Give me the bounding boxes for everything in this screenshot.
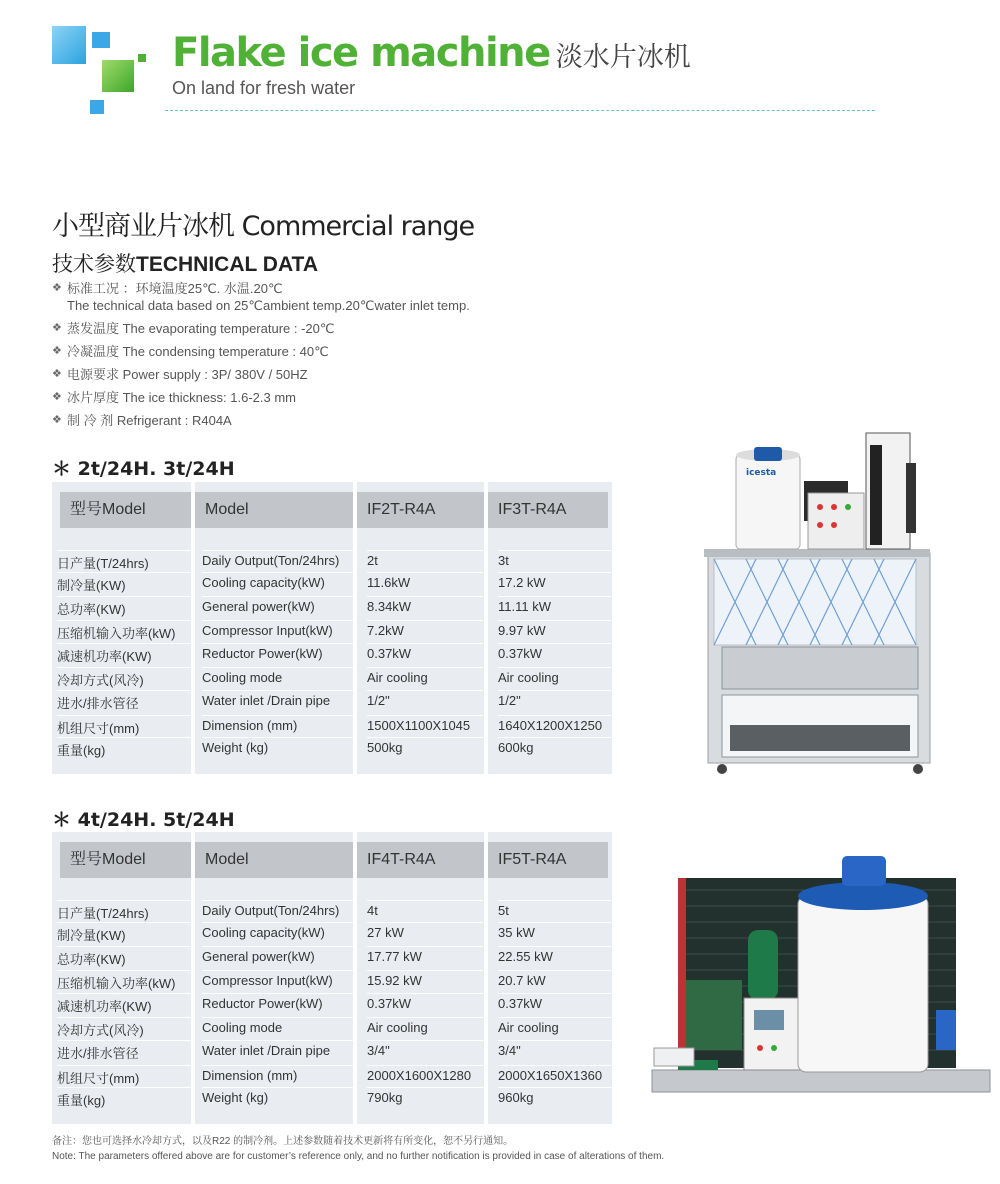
table-cell: 0.37kW (367, 643, 484, 661)
table-cell: 压缩机输入功率(kW) (57, 620, 191, 642)
technical-conditions-list (52, 280, 612, 435)
footnotes (52, 1134, 664, 1164)
table-cell: 500kg (367, 737, 484, 755)
table-cell: Cooling mode (202, 1017, 353, 1035)
table-cell: 1/2" (367, 690, 484, 708)
table-column (488, 482, 612, 774)
table-cell: 重量(kg) (57, 1087, 191, 1109)
table-cell: Weight (kg) (202, 737, 353, 755)
table-cell: 11.11 kW (498, 596, 612, 614)
table-cell: Dimension (mm) (202, 1065, 353, 1083)
table-cell: 机组尺寸(mm) (57, 715, 191, 737)
table-cell: Daily Output(Ton/24hrs) (202, 550, 353, 568)
table-column (195, 832, 353, 1124)
table-cell: 进水/排水管径 (57, 1040, 191, 1062)
table-cell: Reductor Power(kW) (202, 643, 353, 661)
condition-item (52, 412, 612, 429)
table-cell: 7.2kW (367, 620, 484, 638)
table-cell: General power(kW) (202, 946, 353, 964)
title-english: Flake ice machine (172, 30, 550, 76)
table-cell: 减速机功率(KW) (57, 993, 191, 1015)
diamond-bullet-icon: ❖ (52, 414, 62, 426)
table-cell: 35 kW (498, 922, 612, 940)
table-cell: 减速机功率(KW) (57, 643, 191, 665)
table-cell: Air cooling (367, 1017, 484, 1035)
table-cell: 制冷量(KW) (57, 922, 191, 944)
table-cell: 3/4" (367, 1040, 484, 1058)
table-cell: Reductor Power(kW) (202, 993, 353, 1011)
table-column (195, 482, 353, 774)
table-cell: Weight (kg) (202, 1087, 353, 1105)
table-2-heading: ＊ 4t/24H. 5t/24H (52, 809, 235, 831)
page-subtitle: On land for fresh water (172, 78, 356, 98)
title-chinese: 淡水片冰机 (555, 42, 691, 73)
condition-text: 标准工况 ：环境温度25℃. 水温.20℃ (67, 281, 283, 296)
condition-text: 冰片厚度 The ice thickness: 1.6-2.3 mm (67, 390, 297, 405)
note-english: Note: The parameters offered above are for customer’s reference only, and no further notification is provided in case of alterations of them. (52, 1151, 665, 1162)
table-cell: 600kg (498, 737, 612, 755)
table-cell: 9.97 kW (498, 620, 612, 638)
table-cell: 冷却方式(风冷) (57, 1017, 191, 1039)
table-cell: Cooling capacity(kW) (202, 922, 353, 940)
table-cell: 15.92 kW (367, 970, 484, 988)
table-cell: 冷却方式(风冷) (57, 667, 191, 689)
diamond-bullet-icon: ❖ (52, 322, 62, 334)
condition-item (52, 389, 612, 406)
flake-ice-machine-large-image (650, 850, 992, 1100)
table-1-heading: ＊ 2t/24H. 3t/24H (52, 458, 235, 480)
table-cell: 0.37kW (498, 993, 612, 1011)
table-cell: Dimension (mm) (202, 715, 353, 733)
table-cell: Air cooling (498, 1017, 612, 1035)
table-cell: 重量(kg) (57, 737, 191, 759)
table-cell: General power(kW) (202, 596, 353, 614)
table-cell: 机组尺寸(mm) (57, 1065, 191, 1087)
technical-data-en: TECHNICAL DATA (136, 253, 318, 276)
table-cell: 17.77 kW (367, 946, 484, 964)
table-cell: Daily Output(Ton/24hrs) (202, 900, 353, 918)
table-header-cell: Model (195, 842, 353, 878)
spec-table-small (52, 482, 612, 774)
table-cell: 0.37kW (498, 643, 612, 661)
note-chinese: 备注：您也可选择水冷却方式，以及R22 的制冷剂。上述参数随着技术更新将有所变化，恕不另行通知。 (52, 1136, 514, 1147)
table-cell: 总功率(KW) (57, 946, 191, 968)
technical-data-title (52, 248, 318, 278)
table-cell: 27 kW (367, 922, 484, 940)
page-title (172, 30, 691, 76)
table-column (357, 832, 484, 1124)
table-column (357, 482, 484, 774)
diamond-bullet-icon: ❖ (52, 391, 62, 403)
diamond-bullet-icon: ❖ (52, 282, 62, 294)
condition-text-english: The technical data based on 25℃ambient temp.20℃water inlet temp. (67, 298, 470, 313)
spec-table-large (52, 832, 612, 1124)
table-cell: 进水/排水管径 (57, 690, 191, 712)
condition-text: 制 冷 剂 Refrigerant : R404A (67, 413, 232, 428)
diamond-bullet-icon: ❖ (52, 368, 62, 380)
table-cell: Water inlet /Drain pipe (202, 1040, 353, 1058)
table-cell: 压缩机输入功率(kW) (57, 970, 191, 992)
table-cell: Compressor Input(kW) (202, 970, 353, 988)
table-cell: 1640X1200X1250 (498, 715, 612, 733)
table-cell: 1/2" (498, 690, 612, 708)
table-cell: 制冷量(KW) (57, 572, 191, 594)
condition-item (52, 280, 612, 314)
flake-ice-machine-small-image (700, 425, 940, 785)
table-cell: 17.2 kW (498, 572, 612, 590)
table-cell: Cooling capacity(kW) (202, 572, 353, 590)
header-divider (165, 110, 875, 111)
condition-item (52, 343, 612, 360)
table-cell: 总功率(KW) (57, 596, 191, 618)
table-cell: 日产量(T/24hrs) (57, 900, 191, 922)
table-cell: 790kg (367, 1087, 484, 1105)
table-cell: Air cooling (498, 667, 612, 685)
table-header-cell: 型号Model (60, 842, 191, 878)
condition-item (52, 320, 612, 337)
table-cell: 20.7 kW (498, 970, 612, 988)
table-cell: 1500X1100X1045 (367, 715, 484, 733)
table-cell: 5t (498, 900, 612, 918)
table-cell: 0.37kW (367, 993, 484, 1011)
table-cell: 960kg (498, 1087, 612, 1105)
table-cell: 2000X1650X1360 (498, 1065, 612, 1083)
table-header-cell: IF3T-R4A (488, 492, 608, 528)
condition-item (52, 366, 612, 383)
table-cell: 11.6kW (367, 572, 484, 590)
table-cell: 8.34kW (367, 596, 484, 614)
table-cell: 2000X1600X1280 (367, 1065, 484, 1083)
brand-logo (52, 26, 152, 118)
table-header-cell: 型号Model (60, 492, 191, 528)
machine-brand-label: icesta (746, 468, 777, 478)
table-header-cell: IF2T-R4A (357, 492, 484, 528)
condition-text: 蒸发温度 The evaporating temperature : -20℃ (67, 321, 335, 336)
table-cell: 4t (367, 900, 484, 918)
table-column (52, 832, 191, 1124)
table-header-cell: Model (195, 492, 353, 528)
table-column (488, 832, 612, 1124)
table-cell: Air cooling (367, 667, 484, 685)
table-header-cell: IF4T-R4A (357, 842, 484, 878)
table-cell: Water inlet /Drain pipe (202, 690, 353, 708)
range-title: 小型商业片冰机 Commercial range (52, 211, 475, 242)
table-header-cell: IF5T-R4A (488, 842, 608, 878)
table-column (52, 482, 191, 774)
table-cell: Cooling mode (202, 667, 353, 685)
table-cell: 3t (498, 550, 612, 568)
table-cell: 日产量(T/24hrs) (57, 550, 191, 572)
table-cell: 2t (367, 550, 484, 568)
condition-text: 电源要求 Power supply : 3P/ 380V / 50HZ (67, 367, 308, 382)
condition-text: 冷凝温度 The condensing temperature : 40℃ (67, 344, 329, 359)
table-cell: 22.55 kW (498, 946, 612, 964)
technical-data-zh: 技术参数 (52, 253, 136, 276)
diamond-bullet-icon: ❖ (52, 345, 62, 357)
table-cell: 3/4" (498, 1040, 612, 1058)
table-cell: Compressor Input(kW) (202, 620, 353, 638)
